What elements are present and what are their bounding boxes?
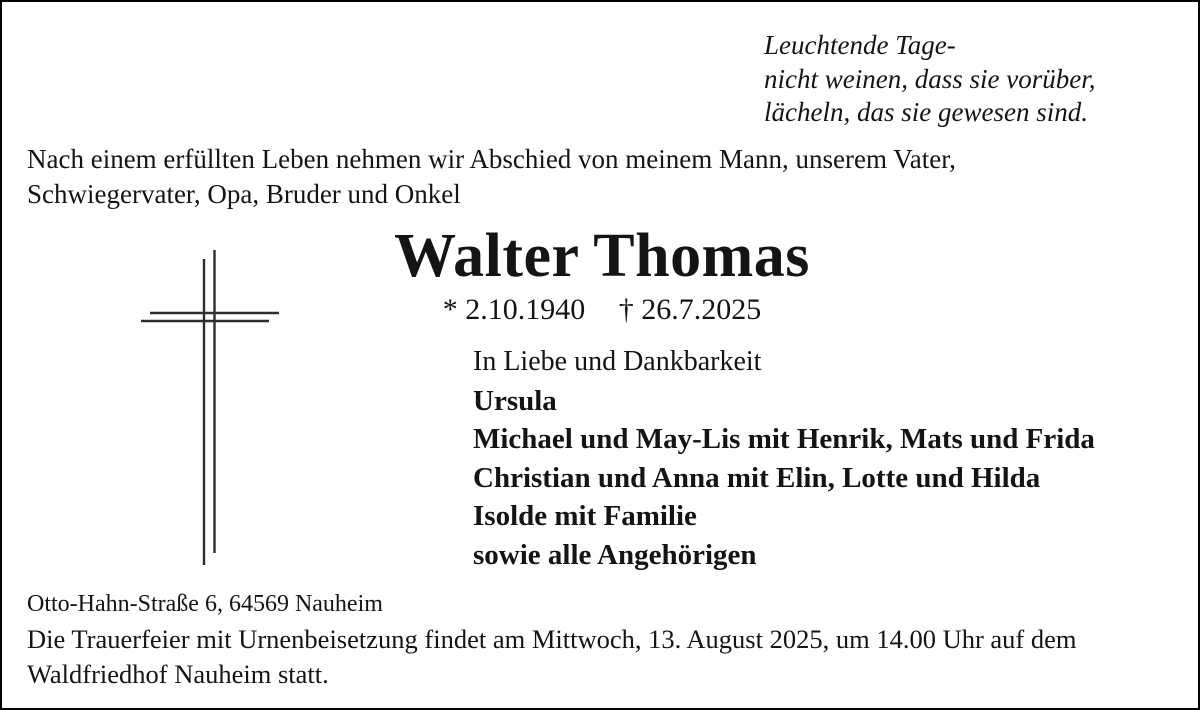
mourner-line: Isolde mit Familie (473, 500, 697, 533)
epigraph-line: nicht weinen, dass sie vorüber, (764, 63, 1096, 94)
birth-date: * 2.10.1940 (442, 293, 586, 326)
mourner-line: Ursula (473, 384, 557, 417)
mourner-line: Michael und May-Lis mit Henrik, Mats und Frida (473, 423, 1095, 456)
mourner-line: sowie alle Angehörigen (473, 538, 757, 571)
intro-text: Nach einem erfüllten Leben nehmen wir Abschied von meinem Mann, unserem Vater, Schwiegervater, Opa, Bruder und Onkel (27, 144, 956, 209)
deceased-name: Walter Thomas (394, 222, 810, 290)
mourner-line: Christian und Anna mit Elin, Lotte und Hilda (473, 461, 1041, 494)
funeral-info: Die Trauerfeier mit Urnenbeisetzung findet am Mittwoch, 13. August 2025, um 14.00 Uhr auf dem Waldfriedhof Nauheim statt. (27, 624, 1077, 689)
mourners-block (473, 343, 1095, 575)
epigraph-line: lächeln, das sie gewesen sind. (764, 97, 1088, 127)
epigraph-line: Leuchtende Tage- (764, 30, 956, 60)
address-line: Otto-Hahn-Straße 6, 64569 Nauheim (27, 591, 383, 617)
epigraph (764, 29, 1095, 130)
death-date: † 26.7.2025 (618, 293, 762, 326)
life-dates (2, 293, 1200, 327)
closing-line: In Liebe und Dankbarkeit (473, 346, 762, 377)
